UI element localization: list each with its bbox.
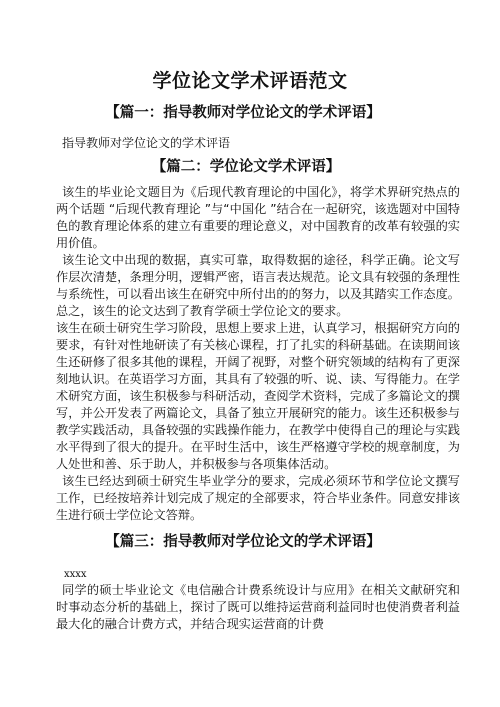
section-heading-2: 【篇二：学位论文学术评语】 bbox=[151, 159, 341, 175]
paragraph-study: 该生在硕士研究生学习阶段，思想上要求上进，认真学习，根据研究方向的要求，有针对性地研读了有关核心课程，打了扎实的科研基础。在读期间该生还研修了很多其他的课程，开阔了视野，对整个研究领域的结构有了更深刻地认识。在英语学习方面，其具有了较强的听、说、读、写得能力。在学术研究方面，该生积极参与科研活动，查阅学术资料，完成了多篇论文的撰写，并公开发表了两篇论文，具备了独立开展研究的能力。该生还积极参与教学实践活动，具备较强的实践操作能力，在教学中使得自己的理论与实践水平得到了很大的提升。在平时生活中，该生严格遵守学校的规章制度，为人处世和善、乐于助人，并积极参与各项集体活动。 bbox=[56, 321, 460, 471]
paragraph-topic: 该生的毕业论文题目为《后现代教育理论的中国化》，将学术界研究热点的两个话题 “后现代教育理论 ”与“中国化 ”结合在一起研究，该选题对中国特色的教育理论体系的建立有重要的理论意义，对中国教育的改革有较强的实用价值。 bbox=[56, 185, 460, 250]
paragraph-data: 该生论文中出现的数据，真实可靠，取得数据的途径，科学正确。论文写作层次清楚，条理分明，逻辑严密，语言表达规范。论文具有较强的条理性与系统性，可以看出该生在研究中所付出的的努力，以及其踏实工作态度。总之，该生的论文达到了教育学硕士学位论文的要求。 bbox=[56, 253, 460, 318]
sub-heading: 指导教师对学位论文的学术评语 bbox=[62, 136, 231, 150]
document-title: 学位论文学术评语范文 bbox=[152, 70, 348, 92]
paragraph-final: 同学的硕士毕业论文《电信融合计费系统设计与应用》在相关文献研究和时事动态分析的基础上，探讨了既可以维持运营商利益同时也使消费者利益最大化的融合计费方式，并结合现实运营商的计费 bbox=[56, 583, 460, 631]
section-heading-1: 【篇一：指导教师对学位论文的学术评语】 bbox=[105, 105, 381, 121]
section-heading-3: 【篇三：指导教师对学位论文的学术评语】 bbox=[105, 534, 381, 550]
paragraph-conclusion: 该生已经达到硕士研究生毕业学分的要求，完成必须环节和学位论文撰写工作，已经按培养计划完成了规定的全部要求，符合毕业条件。同意安排该生进行硕士学位论文答辩。 bbox=[56, 474, 460, 522]
sender-name: xxxx bbox=[64, 569, 87, 580]
